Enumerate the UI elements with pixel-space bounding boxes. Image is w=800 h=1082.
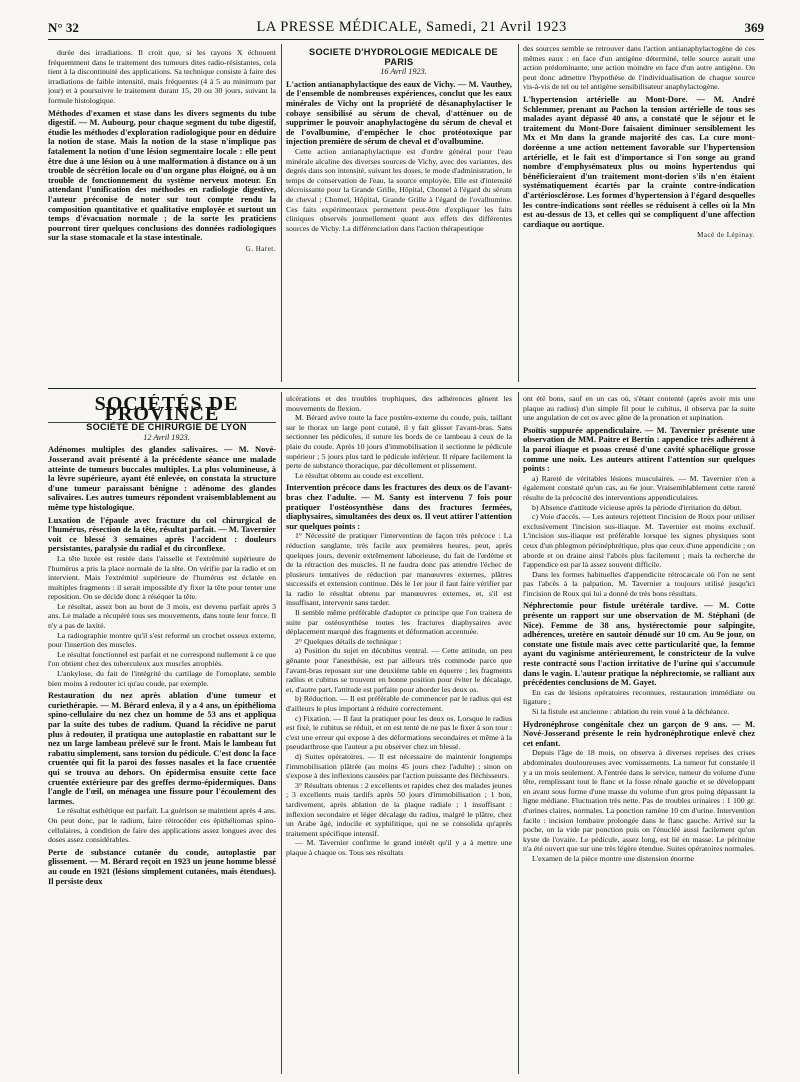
article-heading-paragraph: Perte de substance cutanée du coude, autoplastie par glissement. — M. Bérard reçoit en 1923 un jeune homme blessé au coude en 1921 (lésions simplement cutanées, mais étendues). Il persiste deux [48,847,276,886]
paragraph: d) Suites opératoires. — Il est nécessaire de maintenir longtemps l'immobilisation plâtrée (au moins 45 jours chez l'adulte) ; sinon on s'expose à des inflexions causées par l'action puissante des fléchisseurs. [286,751,512,781]
issue-number: N° 32 [48,20,79,35]
paragraph: 1° Nécessité de pratiquer l'intervention de façon très précoce : La réduction sanglante, très facile aux premières heures, peut, après quelques jours, devenir extrêmement laborieuse, du fait de l'œdème et de la rétraction des muscles. Il ne faudra donc pas attendre l'échec de plusieurs tentatives de réduction par manœuvres externes, plâtres successifs et extension continue. Dès le 1er jour il faut faire vérifier par la radio le résultat obtenu par manœuvres externes, et, s'il est insuffisant, intervenir sans tarder. [286,531,512,608]
paragraph: 2° Quelques détails de technique : [295,636,402,646]
society-heading: SOCIÉTÉ DE CHIRURGIE DE LYON [86,422,247,433]
author-signature: G. Haret. [245,244,276,253]
column-2-bottom [286,394,512,1072]
paragraph: a) Position du sujet en décubitus ventral. — Cette attitude, un peu gênante pour l'anesthésie, est par ailleurs très commode parce que l'avant-bras reposant sur une deuxième table en équerre ; les fragments radius et cubitus se trouvent en bonne position pour éviter le décalage, et, d'autre part, l'attitude est parfaite pour aborder les deux os. [286,646,512,694]
column-2-top [286,48,512,380]
paragraph: Le résultat fonctionnel est parfait et ne correspond nullement à ce que l'on obtient chez des tuberculeux aux muscles atrophiés. [48,649,276,669]
paragraph-continued: ont été bons, sauf en un cas où, s'étant contenté (après avoir mis une plaque au radius) d'un simple fil pour le cubitus, il observa par la suite une angulation de cet os avec gêne de la pronation et supination. [523,394,755,423]
paragraph: Dans les formes habituelles d'appendicite rétrocæcale où l'on ne sent pas l'abcès à la palpation, M. Tavernier a toujours utilisé jusqu'ici l'incision de Roux qui lui a donné de très bons résultats. [523,569,755,598]
paragraph: c) Fixation. — Il faut la pratiquer pour les deux os. Lorsque le radius est fixé, le cubitus se réduit, et on est tenté de ne pas le fixer à son tour : c'est une erreur qui expose à des déformations secondaires et même à la pseudarthrose que l'auteur a pu observer chez un blessé. [286,713,512,752]
article-heading-paragraph: Adénomes multiples des glandes salivaires. — M. Nové-Josserand avait présenté à la précédente séance une malade atteinte de tumeurs buccales multiples. La plus volumineuse, à la lèvre supérieure, ayant été enlevée, on constata la structure d'une tumeur paraissant bénigne : adénome des glandes salivaires. Les autres tumeurs répondent vraisemblablement au même type histologique. [48,445,276,512]
paragraph: L'ankylose, du fait de l'intégrité du cartilage de l'omoplate, semble bien moins à redouter ici qu'au coude, par exemple. [48,669,276,688]
paragraph: Cette action antianaphylactique est d'ordre général pour l'eau minérale alcaline des diverses sources de Vichy, avec des variantes, des degrés dans son intensité, suivant les doses, le mode d'administration, le temps de conservation de l'eau, la source employée. Elle est d'intensité décroissante pour la Grande Grille, Hôpital, Chomel à l'égard du sérum de cheval ; Chomel, Hôpital, Grande Grille à l'égard de l'ovalbumine. Ces faits expérimentaux permettent peut-être d'expliquer les faits cliniques observés journellement quant aux effets des différentes sources de Vichy. La différenciation dans l'action thérapeutique [286,146,512,233]
paragraph: b) Absence d'attitude vicieuse après la période d'irritation du début. [532,502,742,512]
society-heading: SOCIÉTÉ D'HYDROLOGIE MÉDICALE DE PARIS [309,48,498,67]
section-title: SOCIÉTÉS DE PROVINCE [48,394,276,423]
paragraph: M. Bérard avive toute la face postéro-externe du coude, puis, taillant sur le thorax un large pont cutané, il y fait glisser l'avant-bras. Sans sectionner les pédicules, il suture les bords de ce lambeau à ceux de la plaie du coude. Après 10 jours d'immobilisation il sectionne le pédicule supérieur ; 5 jours plus tard le pédicule inférieur. Il répare facilement la perte de substance thoracique, par décollement et plissement. [286,413,512,471]
column-rule [281,44,282,382]
column-rule [518,392,519,1074]
paragraph: La radiographie montre qu'il s'est reformé un crochet osseux externe, pour l'insertion des muscles. [48,630,276,650]
column-3-bottom [523,394,755,1072]
page-number: 369 [744,20,764,35]
paragraph: b) Réduction. — Il est préférable de commencer par le radius qui est d'ailleurs le plus important à réduire correctement. [286,694,512,713]
paragraph: c) Voie d'accès. — Les auteurs rejettent l'incision de Roux pour utiliser exclusivement l'incision sus-iliaque. M. Tavernier est moins exclusif. L'incision sus-iliaque est préférable lorsque les signes physiques sont ceux d'un phlegmon périnéphrétique, plus que ceux d'une appendicite ; on aborde et on draine ainsi l'abcès plus facilement ; mais la recherche de l'appendice est par là assez souvent difficile. [523,512,755,570]
column-3-top [523,44,755,380]
journal-title: LA PRESSE MÉDICALE, Samedi, 21 Avril 1923 [256,19,567,35]
paragraph: L'examen de la pièce montre une distension énorme [532,853,694,863]
session-date: 16 Avril 1923. [380,67,427,77]
paragraph: Si la fistule est ancienne : ablation du rein voué à la déchéance. [532,707,730,716]
paragraph: — M. Tavernier confirme le grand intérêt qu'il y a à mettre une plaque à chaque os. Tous ses résultats [286,838,512,857]
article-heading-paragraph: Intervention précoce dans les fractures des deux os de l'avant-bras chez l'adulte. — M. Santy est intervenu 7 fois pour pratiquer l'ostéosynthèse dans des fractures fermées, diaphysaires, simultanées des deux os. Il veut attirer l'attention sur quelques points : [286,483,512,531]
article-heading-paragraph: Restauration du nez après ablation d'une tumeur et curiethérapie. — M. Bérard enleva, il y a 4 ans, un épithélioma spino-cellulaire du nez chez un homme de 53 ans et appliqua par la suite des tubes de radium. Quand la récidive ne parut plus à redouter, il pratiqua une autoplastie en rabattant sur le nez un large lambeau prélevé sur le front. Mais le lambeau fut rabattu simplement, sans torsion du pédicule. C'est donc la face cruentée qui fit la paroi des fosses nasales et la face cruentée qui se trouva au dehors. On épidermisa ensuite cette face cruentée extérieure par des greffes dermo-épidermiques. Dans l'angle de l'œil, on ménagea une fissure pour l'écoulement des larmes. [48,691,276,806]
paragraph: Depuis l'âge de 18 mois, on observa à diverses reprises des crises abdominales douloureuses avec vomissements. La tumeur fut constatée il y a un mois seulement. A l'entrée dans le service, tumeur du volume d'une tête, remplissant tout le flanc et la fosse rénale gauche et se développant en avant sous forme d'une masse du volume d'un gros poing dépassant la ligne médiane. Fluctuation très nette. Pas de troubles urinaires : 1 100 gr. d'urines claires, normales. La ponction ramène 10 cm d'urine. Intervention facile : incision lombaire prolongée dans le flanc gauche. Arrivé sur la poche, on la vide par ponction puis on l'énucléé aussi facilement qu'un kyste de l'ovaire. Le pédicule, assez long, est lié en masse. Le péritoine n'a été ouvert que sur une très légère étendue. Suites opératoires normales. [523,748,755,854]
session-date: 12 Avril 1923. [143,432,190,442]
paragraph: a) Rareté de véritables lésions musculaires. — M. Tavernier n'en a également constaté qu'un cas, au 6e jour. Vraisemblablement cette rareté résulte de la précocité des interventions appendiculaires. [523,473,755,502]
section-divider [48,388,756,389]
column-rule [281,392,282,1074]
paragraph: Le résultat obtenu au coude est excellent. [295,470,424,480]
article-heading-paragraph: Hydronéphrose congénitale chez un garçon de 9 ans. — M. Nové-Josserand présente le rein hydronéphrotique enlevé chez cet enfant. [523,719,755,748]
paragraph-continued: des sources semble se retrouver dans l'action antianaphylactogène de ces mêmes eaux : en face d'un antigène déterminé, telle source aurait une action prédominante, une action moindre en face d'un autre antigène. On peut donc admettre l'hypothèse de l'individualisation de chaque source vis-à-vis de tel ou tel antigène sensibilisateur anaphylactogène. [523,44,755,92]
article-heading-paragraph: L'action antianaphylactique des eaux de Vichy. — M. Vauthey, de l'ensemble de nombreuses expériences, conclut que les eaux minérales de Vichy ont la propriété de désanaphylactiser le cobaye sensibilisé au sérum de cheval, d'atténuer ou de supprimer le pouvoir anaphylactogène du sérum de cheval et de l'ovalbumine, d'empêcher le choc protéotoxique par injection première de sérum de cheval et d'ovalbumine. [286,79,512,147]
author-signature: Macé de Lépinay. [697,231,755,240]
paragraph-continued: ulcérations et des troubles trophiques, des adhérences gênent les mouvements de flexion. [286,394,512,413]
article-heading-paragraph: Psoïtis suppurée appendiculaire. — M. Tavernier présente une observation de MM. Paitre et Bertin : appendice très adhérent à la paroi iliaque et psoas creusé d'une cavité sphacélique grosse comme une noix. Les auteurs attirent l'attention sur quelques points : [523,425,755,474]
paragraph: La tête luxée est restée dans l'aisselle et l'extrémité supérieure de l'humérus a pris la place normale de la tête. On vérifie par la radio et on intervient. Mais l'extrémité supérieure de l'humérus est éclatée en multiples fragments : il serait impossible d'y fixer la tête pour tenter une reposition. On se décide donc à réséquer la tête. [48,553,276,602]
article-heading-paragraph: Méthodes d'examen et stase dans les divers segments du tube digestif. — M. Aubourg, pour chaque segment du tube digestif, étudie les méthodes d'exploration radiologique pour en déduire la notion de stase. Mais la notion de la stase n'implique pas fatalement la notion d'une lésion segmentaire locale : elle peut être due à une lésion ou à une malformation à distance ou à un trouble de sécrétion locale ou d'un organe plus éloigné, ou à un trouble de fonctionnement du système nerveux moteur. En attendant l'unification des méthodes en radiologie digestive, l'auteur préconise de noter sur tout compte rendu la composition quantitative et qualitative employée et surtout un temps d'évacuation normale ; de la sorte les praticiens pourront tirer quelques conclusions des données radiologiques sur la stase stomacale et la stase intestinale. [48,108,276,243]
paragraph: durée des irradiations. Il croit que, si les rayons X échouent fréquemment dans le traitement des tumeurs dites radio-résistantes, cela tient à la discontinuité des applications. Sa technique consiste à faire des irradiations de faible intensité, mais fréquentes (4 à 5 au minimum par jour) et à poursuivre le traitement durant 15, 20 ou 30 jours, suivant la formule histologique. [48,48,276,105]
column-1-bottom [48,394,276,1072]
paragraph: 3° Résultats obtenus : 2 excellents et rapides chez des malades jeunes ; 3 excellents mais tardifs après 50 jours d'immobilisation ; 1 bon, tardivement, après ablation de la plaque radiale ; 1 insuffisant : inflexion secondaire et léger décalage du radius, malgré le plâtre, chez un Arabe âgé, indocile et syphilitique, qui ne se consolida qu'après traitement spécifique intensif. [286,780,512,838]
column-rule [518,44,519,382]
paragraph: Le résultat, assez bon au bout de 3 mois, est devenu parfait après 3 ans. Le malade a récupéré tous ses mouvements, dans toute leur force. Il n'y a pas de laxité. [48,601,276,631]
paragraph: En cas de lésions opératoires reconnues, restauration immédiate ou ligature ; [523,687,755,707]
paragraph: Il semble même préférable d'adopter ce principe que l'on traitera de suite par ostéosynthèse toutes les fractures diaphysaires avec déplacement marqué des fragments et déformation accentuée. [286,608,512,637]
masthead [48,14,764,40]
article-heading-paragraph: L'hypertension artérielle au Mont-Dore. — M. André Schlemmer, prenant au Pachon la tension artérielle de tous ses malades ayant dépassé 40 ans, a constaté que le séjour et le traitement du Mont-Dore faisaient diminuer sensiblement les Mx et Mn dans la grande majorité des cas. La cure mont-doréenne a une action nettement favorable sur l'hypertension artérielle, et le fait est d'importance si l'on songe au grand nombre d'emphysémateux plus ou moins hypertendus qui bénéficieraient d'un traitement mont-dorien s'ils n'en étaient systématiquement écartés par la crainte contre-indication d'artériosclérose. Les formes d'hypertension à l'égard desquelles les contre-indications sont réelles se réduisent à celles où la Mn est au-dessus de 13, et celles qui se compliquent d'une affection cardiaque ou aortique. [523,94,755,229]
article-heading-paragraph: Néphrectomie pour fistule urétérale tardive. — M. Cotte présente un rapport sur une observation de M. Stéphani (de Nice). Femme de 38 ans, hystérectomie pour salpingite, adhérences, uretère en sautoir dénudé sur 10 cm. Au 9e jour, on constate une fistule mais avec cette particularité que, la femme ayant du vaginisme antérieurement, le constricteur de la vulve reste contracté sous l'action irritative de l'urine qui s'accumule dans le vagin. L'auteur pratique la néphrectomie, se ralliant aux précédentes conclusions de M. Gayet. [523,601,755,688]
article-heading-paragraph: Luxation de l'épaule avec fracture du col chirurgical de l'humérus, résection de la tête, résultat parfait. — M. Tavernier voit ce blessé 3 semaines après l'accident : douleurs persistantes, paralysie du radial et du circonflexe. [48,515,276,554]
column-1-top [48,48,276,380]
paragraph: Le résultat esthétique est parfait. La guérison se maintient après 4 ans. On peut donc, par le radium, faire rétrocéder ces épithéliomas spino-cellulaires, à condition de faire des applications assez longues avec des doses assez considérables. [48,806,276,845]
